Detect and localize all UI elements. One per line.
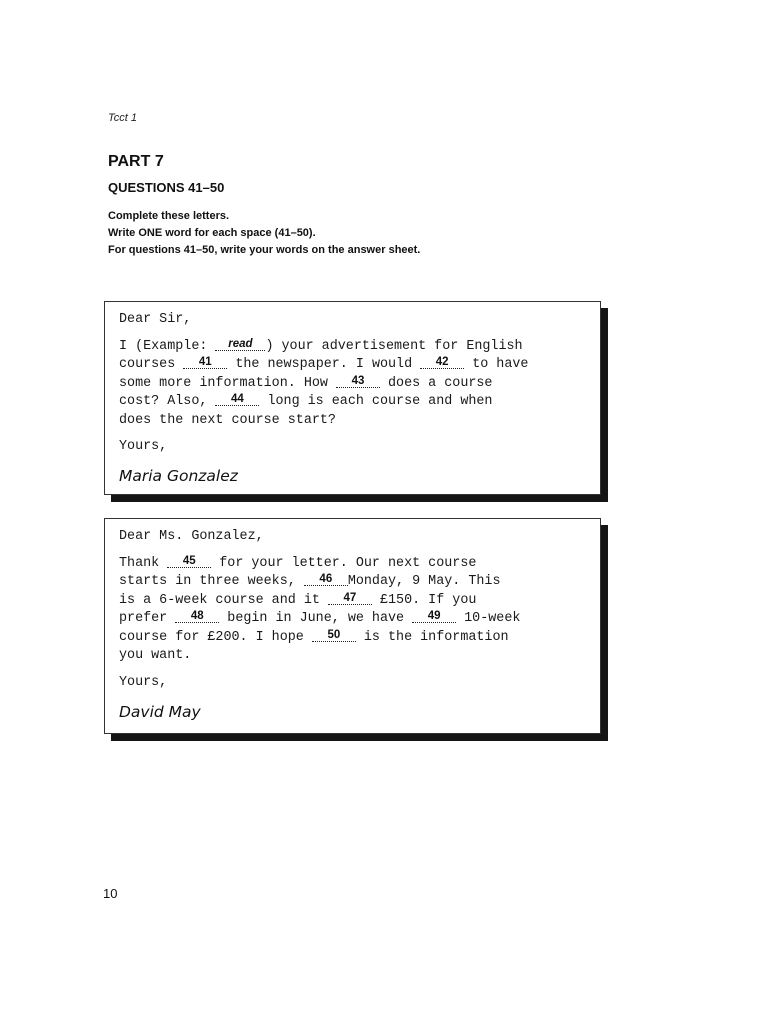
- text-segment: prefer: [119, 611, 176, 627]
- instructions: [108, 208, 420, 259]
- gap-46[interactable]: 46: [304, 573, 348, 586]
- letter-line: [119, 647, 588, 665]
- text-segment: for your letter. Our next course: [211, 556, 477, 571]
- example-answer: read: [215, 338, 265, 351]
- letter-line: [119, 375, 588, 393]
- letter-line: [119, 610, 588, 628]
- letter-line: [119, 555, 588, 573]
- letter-body: [119, 338, 588, 430]
- part-title: PART 7: [108, 153, 164, 170]
- text-segment: cost? Also,: [119, 394, 216, 410]
- letter-box-1: [104, 301, 601, 495]
- gap-43[interactable]: 43: [336, 375, 380, 388]
- gap-48[interactable]: 48: [175, 610, 219, 623]
- text-segment: courses: [119, 357, 184, 373]
- letter-signature: David May: [119, 703, 201, 721]
- letter-line: [119, 338, 588, 356]
- gap-49[interactable]: 49: [412, 610, 456, 623]
- text-segment: you want.: [119, 648, 192, 664]
- gap-47[interactable]: 47: [328, 592, 372, 605]
- letter-line: [119, 412, 588, 430]
- letter-line: [119, 592, 588, 610]
- text-segment: long is each course and when: [259, 394, 493, 410]
- letter-greeting: Dear Ms. Gonzalez,: [119, 529, 264, 544]
- letter-line: [119, 356, 588, 374]
- letter-line: [119, 393, 588, 411]
- letter-body: [119, 555, 588, 665]
- gap-42[interactable]: 42: [420, 356, 464, 369]
- page-number: 10: [103, 886, 118, 901]
- text-segment: does a course: [379, 375, 493, 391]
- gap-44[interactable]: 44: [215, 393, 259, 406]
- text-segment: the newspaper. I would: [227, 357, 421, 373]
- letter-greeting: Dear Sir,: [119, 312, 192, 327]
- text-segment: Thank: [119, 556, 168, 571]
- letter-closing: Yours,: [119, 675, 168, 690]
- text-segment: does the next course start?: [119, 412, 336, 428]
- instruction-line: For questions 41–50, write your words on the answer sheet.: [108, 244, 421, 256]
- letter-closing: Yours,: [119, 439, 168, 454]
- letter-line: [119, 629, 588, 647]
- letter-line: [119, 573, 588, 591]
- text-segment: Monday, 9 May. This: [347, 574, 501, 590]
- letter-signature: Maria Gonzalez: [119, 467, 238, 485]
- running-head: Tcct 1: [108, 112, 137, 124]
- text-segment: 10-week: [456, 611, 521, 627]
- text-segment: some more information. How: [119, 375, 336, 391]
- text-segment: starts in three weeks,: [119, 574, 304, 590]
- text-segment: begin in June, we have: [219, 611, 413, 627]
- gap-45[interactable]: 45: [167, 555, 211, 568]
- instruction-line: Complete these letters.: [108, 210, 230, 222]
- gap-50[interactable]: 50: [312, 629, 356, 642]
- letter-box-2: [104, 518, 601, 734]
- questions-title: QUESTIONS 41–50: [108, 180, 225, 195]
- text-segment: is a 6-week course and it: [119, 592, 328, 608]
- text-segment: course for £200. I hope: [119, 629, 312, 645]
- text-segment: ) your advertisement for English: [265, 339, 523, 354]
- instruction-line: Write ONE word for each space (41–50).: [108, 227, 316, 239]
- text-segment: £150. If you: [371, 592, 477, 608]
- text-segment: I (Example:: [119, 339, 216, 354]
- gap-41[interactable]: 41: [183, 356, 227, 369]
- text-segment: is the information: [355, 629, 509, 645]
- text-segment: to have: [464, 357, 529, 373]
